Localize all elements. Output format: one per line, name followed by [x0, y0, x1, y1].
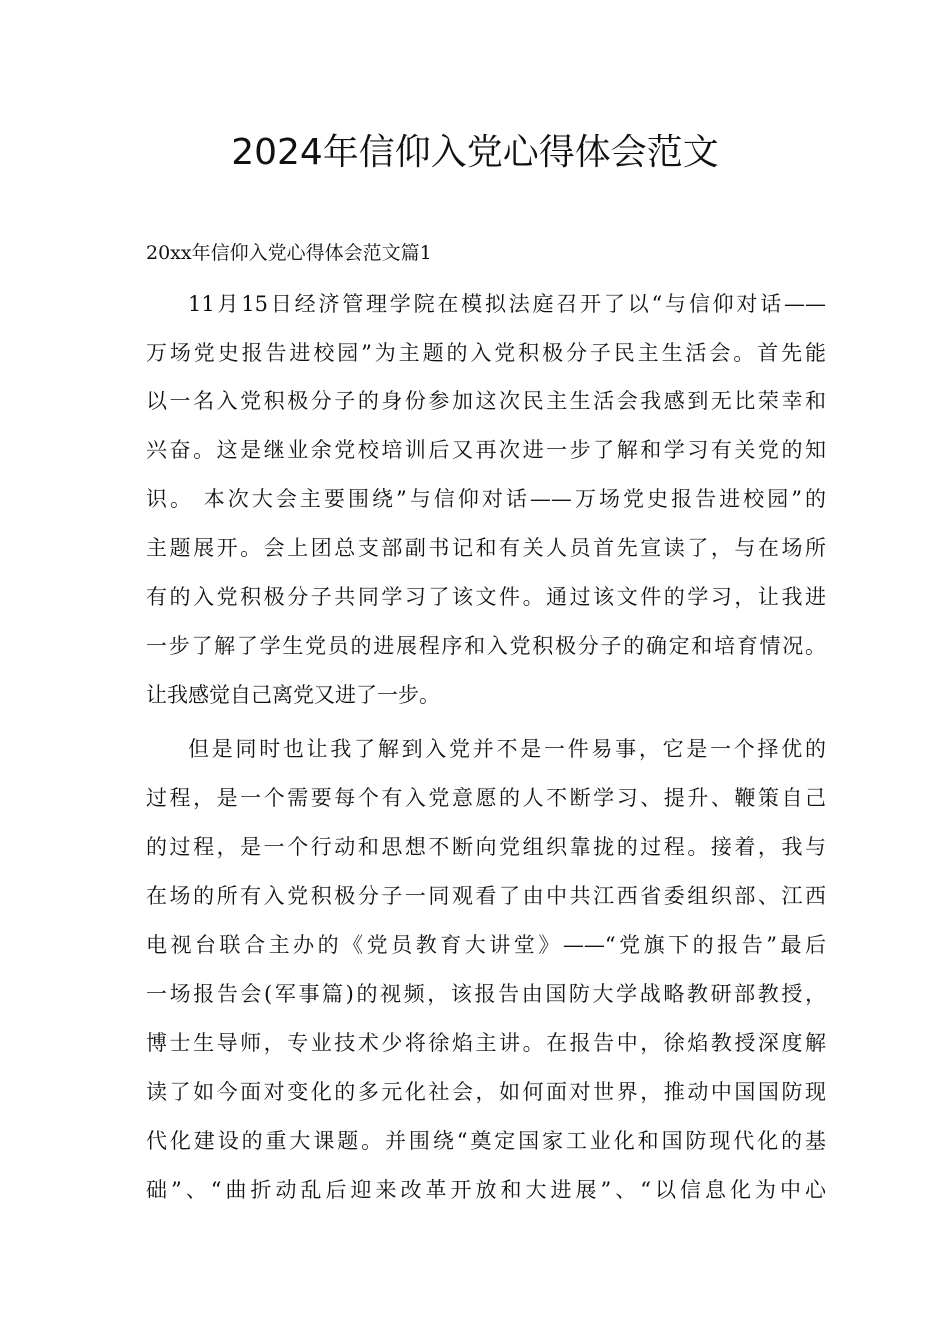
paragraph-line: 识。 本次大会主要围绕”与信仰对话——万场党史报告进校园”的	[146, 487, 826, 511]
paragraph-line: 但是同时也让我了解到入党并不是一件易事，它是一个择优的	[188, 737, 826, 761]
paragraph-line: 有的入党积极分子共同学习了该文件。通过该文件的学习，让我进	[146, 585, 826, 609]
paragraph-line: 的过程，是一个行动和思想不断向党组织靠拢的过程。接着，我与	[146, 835, 826, 859]
document-title: 2024年信仰入党心得体会范文	[231, 132, 719, 173]
paragraph-line: 一场报告会(军事篇)的视频，该报告由国防大学战略教研部教授，	[146, 982, 826, 1006]
paragraph-line: 主题展开。会上团总支部副书记和有关人员首先宣读了，与在场所	[146, 536, 826, 560]
paragraph-line: 电视台联合主办的《党员教育大讲堂》——“党旗下的报告”最后	[146, 933, 826, 957]
paragraph-line: 让我感觉自己离党又进了一步。	[146, 683, 440, 707]
paragraph-line: 一步了解了学生党员的进展程序和入党积极分子的确定和培育情况。	[146, 634, 826, 658]
paragraph-line: 代化建设的重大课题。并围绕“奠定国家工业化和国防现代化的基	[146, 1129, 826, 1153]
paragraph-line: 在场的所有入党积极分子一同观看了由中共江西省委组织部、江西	[146, 884, 826, 908]
paragraph-line: 读了如今面对变化的多元化社会，如何面对世界，推动中国国防现	[146, 1080, 826, 1104]
section-heading: 20xx年信仰入党心得体会范文篇1	[146, 242, 432, 264]
paragraph-line: 兴奋。这是继业余党校培训后又再次进一步了解和学习有关党的知	[146, 438, 826, 462]
paragraph-line: 过程，是一个需要每个有入党意愿的人不断学习、提升、鞭策自己	[146, 786, 826, 810]
paragraph-line: 万场党史报告进校园”为主题的入党积极分子民主生活会。首先能	[146, 341, 826, 365]
paragraph-line: 博士生导师，专业技术少将徐焰主讲。在报告中，徐焰教授深度解	[146, 1031, 826, 1055]
paragraph-line: 11月15日经济管理学院在模拟法庭召开了以“与信仰对话——	[188, 292, 826, 316]
paragraph-line: 以一名入党积极分子的身份参加这次民主生活会我感到无比荣幸和	[146, 389, 826, 413]
paragraph-line: 础”、“曲折动乱后迎来改革开放和大进展”、“以信息化为中心	[146, 1178, 826, 1202]
